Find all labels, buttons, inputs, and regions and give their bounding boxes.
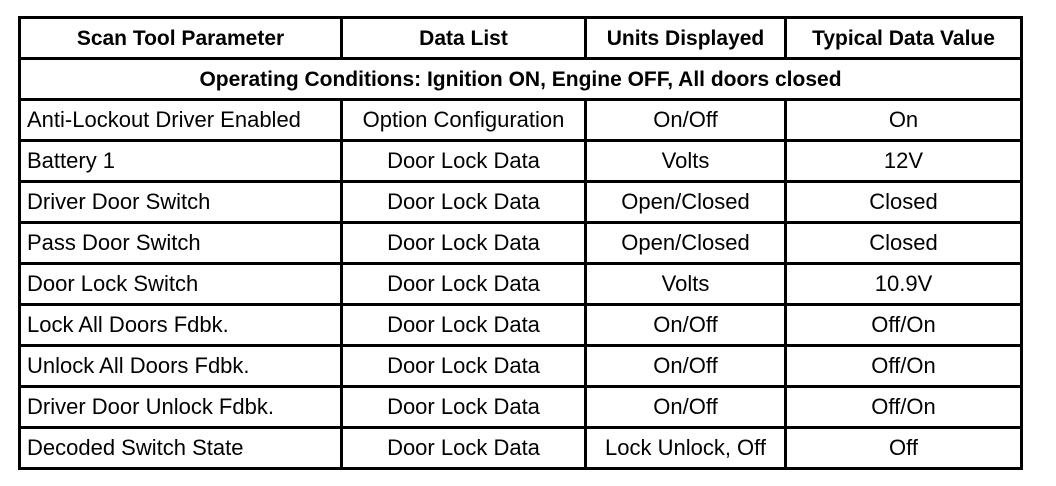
table-header-row (20, 18, 1022, 59)
table-row (20, 387, 1022, 428)
parameter-cell: Battery 1 (20, 141, 342, 182)
table-row (20, 100, 1022, 141)
operating-conditions: Operating Conditions: Ignition ON, Engine OFF, All doors closed (20, 59, 1022, 100)
typical-value-cell: Closed (786, 182, 1022, 223)
units-cell: Lock Unlock, Off (586, 428, 786, 469)
data-list-cell: Door Lock Data (342, 141, 586, 182)
table-row (20, 264, 1022, 305)
header-units-displayed: Units Displayed (586, 18, 786, 59)
data-list-cell: Door Lock Data (342, 346, 586, 387)
scan-tool-data-table (18, 16, 1023, 470)
table-row (20, 223, 1022, 264)
operating-conditions-row (20, 59, 1022, 100)
parameter-cell: Door Lock Switch (20, 264, 342, 305)
table-row (20, 141, 1022, 182)
typical-value-cell: Off (786, 428, 1022, 469)
units-cell: On/Off (586, 346, 786, 387)
units-cell: Volts (586, 264, 786, 305)
header-typical-data-value: Typical Data Value (786, 18, 1022, 59)
units-cell: Volts (586, 141, 786, 182)
typical-value-cell: On (786, 100, 1022, 141)
units-cell: Open/Closed (586, 223, 786, 264)
data-list-cell: Door Lock Data (342, 305, 586, 346)
parameter-cell: Driver Door Switch (20, 182, 342, 223)
data-list-cell: Door Lock Data (342, 428, 586, 469)
typical-value-cell: Off/On (786, 387, 1022, 428)
table-row (20, 346, 1022, 387)
table-row (20, 305, 1022, 346)
data-list-cell: Door Lock Data (342, 182, 586, 223)
parameter-cell: Decoded Switch State (20, 428, 342, 469)
typical-value-cell: Off/On (786, 346, 1022, 387)
table-row (20, 428, 1022, 469)
data-list-cell: Door Lock Data (342, 223, 586, 264)
typical-value-cell: 10.9V (786, 264, 1022, 305)
parameter-cell: Pass Door Switch (20, 223, 342, 264)
typical-value-cell: Closed (786, 223, 1022, 264)
parameter-cell: Unlock All Doors Fdbk. (20, 346, 342, 387)
data-list-cell: Option Configuration (342, 100, 586, 141)
header-data-list: Data List (342, 18, 586, 59)
parameter-cell: Lock All Doors Fdbk. (20, 305, 342, 346)
parameter-cell: Driver Door Unlock Fdbk. (20, 387, 342, 428)
units-cell: On/Off (586, 387, 786, 428)
units-cell: Open/Closed (586, 182, 786, 223)
units-cell: On/Off (586, 100, 786, 141)
units-cell: On/Off (586, 305, 786, 346)
typical-value-cell: 12V (786, 141, 1022, 182)
table-row (20, 182, 1022, 223)
header-scan-tool-parameter: Scan Tool Parameter (20, 18, 342, 59)
typical-value-cell: Off/On (786, 305, 1022, 346)
parameter-cell: Anti-Lockout Driver Enabled (20, 100, 342, 141)
data-list-cell: Door Lock Data (342, 264, 586, 305)
data-list-cell: Door Lock Data (342, 387, 586, 428)
